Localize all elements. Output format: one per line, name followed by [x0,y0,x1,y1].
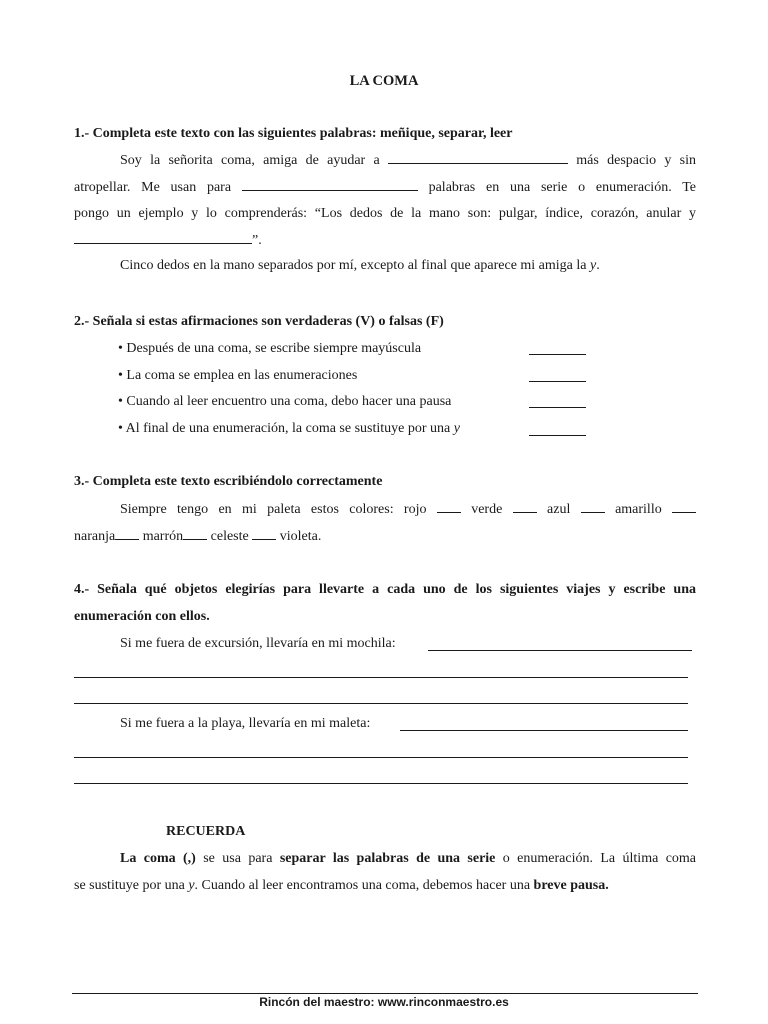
q3-paragraph [74,497,696,550]
q2-statement-2: • La coma se emplea en las enumeraciones [118,368,358,383]
q2-statement-1: • Después de una coma, se escribe siempre mayúscula [118,341,422,356]
q1-line-1: Soy la señorita coma, amiga de ayudar a más despacio y sin [120,153,696,168]
q3-heading: 3.- Completa este texto escribiéndolo correctamente [74,474,383,489]
q1-line-4: ”. [74,228,696,255]
q4-heading-line-1: 4.- Señala qué objetos elegirías para llevarte a cada uno de los siguientes viajes y escribe una [74,582,696,597]
recuerda-line-2: se sustituye por una y. Cuando al leer encontramos una coma, debemos hacer una breve pausa. [74,877,609,893]
q2-heading: 2.- Señala si estas afirmaciones son verdaderas (V) o falsas (F) [74,314,444,329]
q4-heading-line-2: enumeración con ellos. [74,609,210,624]
q2-answer-3[interactable] [529,407,586,408]
q2-statement-4: • Al final de una enumeración, la coma se sustituye por una y [118,421,460,436]
q1-paragraph-1 [74,148,696,254]
q4-playa-answer-line-2[interactable] [74,757,688,758]
recuerda-paragraph [74,846,696,899]
footer-text: Rincón del maestro: www.rinconmaestro.es [259,995,509,1009]
q2-statement-3: • Cuando al leer encuentro una coma, debo hacer una pausa [118,394,452,409]
q1-line-2: atropellar. Me usan para palabras en una serie o enumeración. Te [74,179,696,195]
q4-excursion-answer-line-2[interactable] [74,677,688,678]
q1-blank-2[interactable] [242,179,418,191]
q3-blank-5[interactable] [115,528,139,540]
q3-blank-6[interactable] [183,528,207,540]
q1-blank-1[interactable] [388,152,568,164]
q3-blank-1[interactable] [437,501,461,513]
q1-blank-3[interactable] [74,232,252,244]
q3-blank-3[interactable] [581,501,605,513]
q4-excursion-prompt: Si me fuera de excursión, llevaría en mi mochila: [120,636,396,651]
q3-line-1: Siempre tengo en mi paleta estos colores: rojo verde azul amarillo [74,497,696,524]
q3-line-2: naranja marrón celeste violeta. [74,528,322,544]
q4-excursion-answer-line-3[interactable] [74,703,688,704]
recuerda-heading: RECUERDA [166,824,246,839]
q3-blank-7[interactable] [252,528,276,540]
q2-answer-4[interactable] [529,435,586,436]
q1-line-3: pongo un ejemplo y lo comprenderás: “Los dedos de la mano son: pulgar, índice, corazón, anular y [74,206,696,221]
q1-paragraph-2: Cinco dedos en la mano separados por mí, excepto al final que aparece mi amiga la y. [120,258,600,273]
footer-rule [72,993,698,994]
q2-answer-2[interactable] [529,381,586,382]
q3-blank-2[interactable] [513,501,537,513]
q3-blank-4[interactable] [672,501,696,513]
q4-playa-answer-line-1[interactable] [400,730,688,731]
q4-excursion-answer-line-1[interactable] [428,650,692,651]
recuerda-line-1: La coma (,) se usa para separar las palabras de una serie o enumeración. La última coma [120,851,697,866]
q2-answer-1[interactable] [529,354,586,355]
page-title: LA COMA [349,73,419,89]
q4-playa-answer-line-3[interactable] [74,783,688,784]
q1-heading: 1.- Completa este texto con las siguientes palabras: meñique, separar, leer [74,126,513,141]
q4-playa-prompt: Si me fuera a la playa, llevaría en mi maleta: [120,716,371,731]
